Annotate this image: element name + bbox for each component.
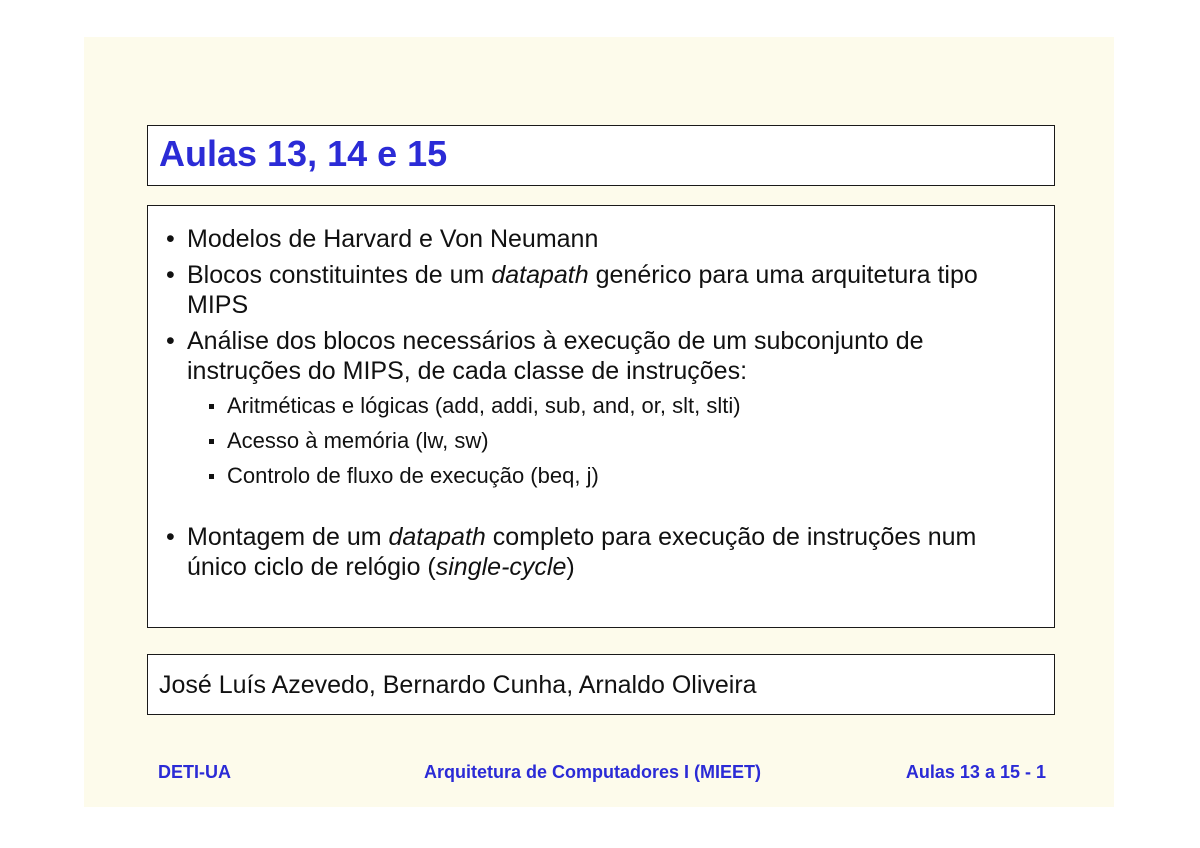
- content-box: [147, 205, 1055, 628]
- bullet-item: [166, 224, 1040, 254]
- sub-bullet-text: Controlo de fluxo de execução (beq, j): [227, 463, 599, 488]
- footer-page-number: Aulas 13 a 15 - 1: [905, 762, 1046, 782]
- bullet-item: [166, 326, 1040, 489]
- bullet-item: [166, 522, 1040, 582]
- bullet-icon: •: [166, 225, 175, 253]
- slide: [84, 37, 1114, 807]
- bullet-icon: •: [166, 327, 175, 355]
- bullet-text-part: genérico para uma arquitetura tipo MIPS: [187, 261, 978, 319]
- bullet-text-part: ): [566, 553, 575, 581]
- slide-title: Aulas 13, 14 e 15: [159, 133, 448, 174]
- sub-bullet-item: [207, 392, 1040, 419]
- bullet-text-part: completo para execução de instruções num único ciclo de relógio (: [187, 523, 977, 581]
- square-bullet-icon: [209, 404, 214, 409]
- sub-bullet-item: [207, 462, 1040, 489]
- bullet-text: Modelos de Harvard e Von Neumann: [187, 225, 599, 253]
- authors: José Luís Azevedo, Bernardo Cunha, Arnaldo Oliveira: [159, 671, 757, 699]
- bullet-text-emphasis: datapath: [388, 523, 486, 551]
- sub-bullet-item: [207, 427, 1040, 454]
- bullet-text-emphasis: single-cycle: [435, 553, 567, 581]
- sub-bullet-list: [187, 392, 1040, 489]
- bullet-item: [166, 260, 1040, 320]
- bullet-icon: •: [166, 523, 175, 551]
- bullet-text-part: Montagem de um: [187, 523, 389, 551]
- square-bullet-icon: [209, 439, 214, 444]
- title-box: [147, 125, 1055, 186]
- bullet-text-emphasis: datapath: [491, 261, 589, 289]
- sub-bullet-text: Aritméticas e lógicas (add, addi, sub, and, or, slt, slti): [227, 393, 741, 418]
- sub-bullet-text: Acesso à memória (lw, sw): [227, 428, 489, 453]
- authors-box: [147, 654, 1055, 715]
- bullet-text: Análise dos blocos necessários à execução de um subconjunto de instruções do MIPS, de cada classe de instruções:: [187, 327, 924, 385]
- bullet-list: [166, 224, 1040, 588]
- footer-institution: DETI-UA: [158, 762, 231, 782]
- footer-course: Arquitetura de Computadores I (MIEET): [424, 762, 762, 782]
- bullet-text-part: Blocos constituintes de um: [187, 261, 492, 289]
- square-bullet-icon: [209, 474, 214, 479]
- bullet-icon: •: [166, 261, 175, 289]
